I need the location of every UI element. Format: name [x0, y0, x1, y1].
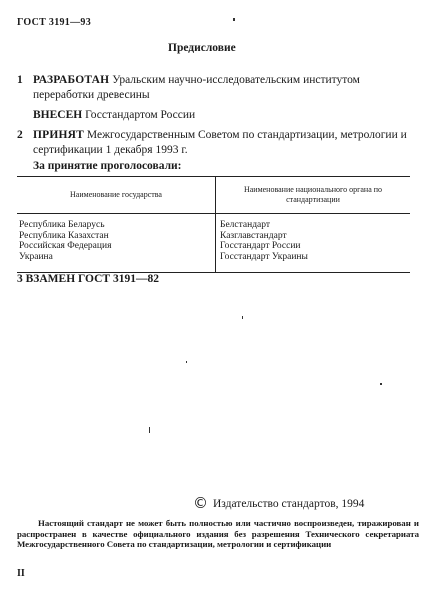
document-code: ГОСТ 3191—93 [17, 17, 92, 28]
foreword-introduced [33, 109, 195, 121]
table-header-body: Наименование национального органа по стандартизации [216, 177, 411, 214]
body-name: Белстандарт [220, 220, 271, 230]
introduced-keyword: ВНЕСЕН [33, 109, 83, 121]
body-name: Госстандарт Украины [220, 251, 308, 262]
item-number: 1 [17, 74, 23, 86]
scan-speck [186, 361, 187, 363]
table-row [17, 214, 410, 273]
page-number: II [17, 568, 25, 579]
foreword-item-replaces [17, 273, 159, 285]
foreword-item-adopted [17, 128, 417, 158]
item-keyword: РАЗРАБОТАН [33, 74, 110, 86]
publisher-text: Издательство стандартов, 1994 [213, 497, 365, 510]
foreword-title: Предисловие [168, 42, 236, 54]
table-header-state: Наименование государства [17, 177, 216, 214]
foreword-item-developed [17, 73, 417, 103]
introduced-text: Госстандартом России [85, 109, 196, 121]
state-name: Республика Казахстан [19, 230, 109, 241]
publisher-line [193, 496, 364, 511]
item-number: 2 [17, 129, 23, 141]
body-name: Госстандарт России [220, 241, 301, 251]
state-name: Украина [19, 251, 53, 262]
voting-table [17, 176, 410, 273]
state-name: Российская Федерация [19, 241, 112, 251]
item-keyword: ВЗАМЕН [25, 273, 76, 285]
scan-speck [242, 316, 243, 319]
item-text: Межгосударственным Советом по стандартизации, метрологии и сертификации 1 декабря 1993 г. [33, 129, 407, 156]
item-keyword: ПРИНЯТ [33, 129, 85, 141]
item-text: Уральским научно-исследовательским институтом переработки древесины [33, 74, 360, 101]
voted-label: За принятие проголосовали: [33, 160, 182, 172]
copyright-icon: © [193, 494, 208, 512]
body-name: Казглавстандарт [220, 230, 287, 241]
item-text: ГОСТ 3191—82 [78, 273, 159, 285]
scan-speck [380, 383, 382, 385]
state-name: Республика Беларусь [19, 220, 105, 230]
table-header-row [17, 177, 410, 214]
scan-speck [233, 18, 235, 21]
scan-speck [149, 427, 150, 433]
item-number: 3 [17, 273, 23, 285]
body-list-cell [216, 214, 411, 273]
state-list-cell [17, 214, 216, 273]
copyright-notice: Настоящий стандарт не может быть полностью или частично воспроизведен, тиражирован и распространен в качестве официального издания без разрешения Технического секретариата Межгосударственного Совета по стандартизации, метрологии и сертификации [17, 518, 419, 549]
